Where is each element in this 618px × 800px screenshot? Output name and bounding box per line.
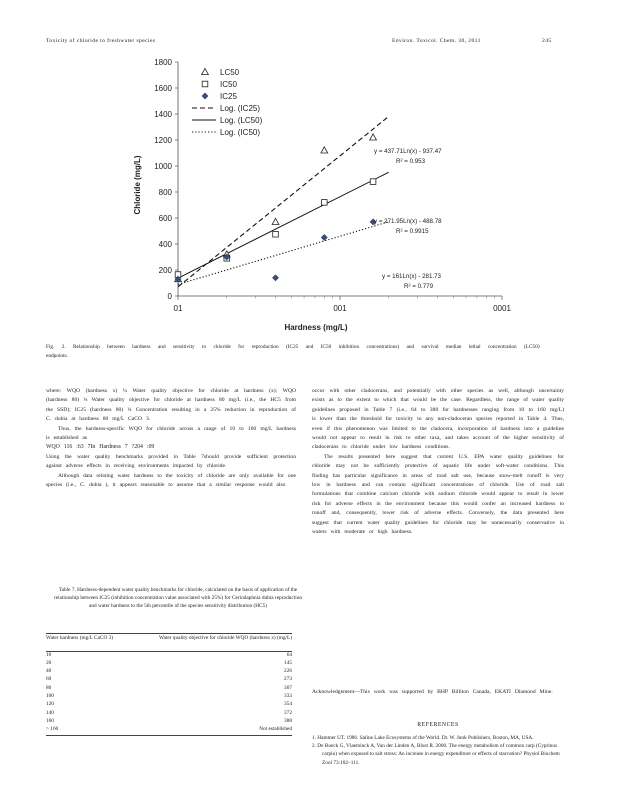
trend-r-squared: R² = 0.953 [396, 158, 426, 165]
y-tick-label: 0 [167, 292, 172, 301]
table-row [46, 685, 292, 693]
paragraph: The results presented here suggest that current U.S. EPA water quality guidelines for chloride may not be sufficiently protective of aquatic life under soft-water conditions. This finding has particular significance in areas of road salt use, because snow-melt runoff is very low in hardness and can contain significant concentrations of chloride. Use of road salt formulations that combine calcium chloride with sodium chloride would appear to result in lower risk for adverse effects in the environment because this would confer an increased hardness to runoff and, consequently, lower risk of adverse effects. Conversely, the data presented here suggest that current water quality guidelines for chloride may be unnecessarily conservative in waters with moderate or high hardness. [312, 453, 564, 536]
hardness-cell: 80 [46, 684, 52, 691]
table-row [46, 693, 292, 701]
ic50-point [322, 200, 328, 206]
trend-r-squared: R² = 0.779 [404, 283, 434, 290]
wqo-cell: 372 [284, 709, 292, 716]
legend-label: IC25 [220, 92, 237, 101]
x-axis-label: Hardness (mg/L) [284, 323, 348, 332]
legend-label: Log. (IC25) [220, 104, 261, 113]
table-row [46, 718, 292, 726]
lc50-point [272, 218, 279, 224]
paragraph: occur with other cladocerans, and potentially with other species as well, although uncertainty exists as to the extent to which that would be the case. Regardless, the range of water quality guidelines proposed in Table 7 (i.e., 64 to 388 for hardnesses ranging from 10 to 160 mg/L) is lower than the threshold for toxicity to any non-cladoceran species reported in Table 4. Thus, even if this phenomenon was limited to the cladocera, incorporation of hardness into a guideline would not appear to result in risk to other taxa, and takes account of the higher sensitivity of cladocerans to chloride under low hardness conditions. [312, 388, 564, 451]
trend-equation: y = 161Ln(x) - 281.73 [382, 273, 441, 280]
y-axis-ticks [154, 58, 178, 301]
left-column [46, 387, 296, 490]
table-row [46, 710, 292, 718]
running-header-journal: Environ. Toxicol. Chem. 30, 2011 [392, 38, 481, 44]
ic50-point [370, 179, 376, 185]
x-tick-label: 01 [173, 304, 183, 313]
paragraph: Using the water quality benchmarks provided in Table 7should provide sufficient protection against adverse effects in receiving environments impacted by chloride. [46, 453, 296, 470]
legend-label: LC50 [220, 68, 240, 77]
wqo-cell: 273 [284, 676, 292, 683]
y-tick-label: 1400 [154, 110, 172, 119]
ic25-point [272, 275, 278, 281]
references-list [312, 734, 564, 767]
legend-marker [202, 93, 208, 99]
hardness-cell: 160 [46, 717, 54, 724]
legend-label: Log. (LC50) [220, 116, 263, 125]
x-axis-ticks [174, 296, 512, 313]
table-caption: Table 7. Hardness-dependent water quality benchmarks for chloride, calculated on the basis of application of the relationship between IC25 (inhibition concentration value associated with 25%) for Ceriodaphnia dubia reproduction and water hardness to the 5th percentile of the species sensitivity distribution (HC5) [54, 587, 302, 610]
y-tick-label: 200 [158, 266, 172, 275]
ic50-point [273, 231, 279, 237]
ic25-point [321, 234, 327, 240]
table-row [46, 701, 292, 709]
wqo-cell: 226 [284, 668, 292, 675]
hardness-chloride-chart [0, 50, 618, 340]
paragraph: Thus, the hardness-specific WQO for chloride across a range of 10 to 160 mg/L hardness is established as [46, 425, 296, 442]
hardness-cell: 60 [46, 676, 52, 683]
table-header-hardness: Water hardness (mg/L CaCO 3) [46, 634, 136, 643]
running-header-title: Toxicity of chloride to freshwater species [46, 38, 156, 44]
legend-label: Log. (IC50) [220, 128, 261, 137]
table-row [46, 676, 292, 684]
table-row [46, 660, 292, 668]
y-tick-label: 1600 [154, 84, 172, 93]
y-tick-label: 1000 [154, 162, 172, 171]
legend-marker [202, 81, 208, 87]
x-tick-label: 001 [333, 304, 347, 313]
definitions-paragraph: where: WQO (hardness x) ¼ Water quality objective for chloride at hardness (x); WQO (hardness 80) ¼ Water quality objective for chloride at hardness 80 mg/L (i.e., the HC5 from the SSD); IC25 (hardness 80) ¼ Concentration resulting in a 25% reduction in reproduction of C. dubia at hardness 80 mg/L CaCO 3. [46, 388, 296, 423]
legend-marker [202, 68, 209, 74]
wqo-cell: 388 [284, 717, 292, 724]
hardness-cell: 120 [46, 701, 54, 708]
trend-equations [374, 148, 442, 290]
data-points [175, 134, 377, 282]
y-axis-label: Chloride (mg/L) [133, 155, 142, 215]
wqo-cell: 64 [286, 651, 292, 658]
wqo-cell: 145 [284, 659, 292, 666]
reference-item: 2. De Boeck G, Vlaeminck A, Van der Linden A, Blust R. 2000. The energy metabolism of common carp (Cyprinus carpio) when exposed to salt stress: An increase in energy expenditure or effects of starvation? Physiol Biochem Zool 73:102–111. [312, 743, 560, 766]
hardness-cell: > 160 [46, 726, 136, 735]
paragraph: Although data relating water hardness to the toxicity of chloride are only available for one species (i.e., C. dubia ), it appears reasonable to assume that a similar response would also [46, 472, 296, 489]
acknowledgement: Acknowledgement—This work was supported by BHP Billiton Canada, EKATI Diamond Mine. [312, 689, 553, 695]
x-tick-label: 0001 [493, 304, 511, 313]
table-row [46, 726, 292, 735]
trendline-dashed [178, 116, 389, 286]
y-tick-label: 600 [158, 214, 172, 223]
figure-caption: Fig. 2. Relationship between hardness and sensitivity to chloride for reproduction (IC25 and IC50 inhibition concentrations) and survival median lethal concentration (LC50) endpoints. [46, 344, 540, 359]
chart-legend [192, 68, 263, 137]
hardness-cell: 40 [46, 668, 52, 675]
table-row [46, 651, 292, 660]
trend-equation: y = 271.95Ln(x) - 488.78 [374, 218, 442, 225]
page-number: 245 [542, 38, 552, 44]
hardness-cell: 10 [46, 651, 52, 658]
benchmark-table [46, 633, 292, 736]
lc50-point [321, 147, 328, 153]
hardness-cell: 140 [46, 709, 54, 716]
legend-label: IC50 [220, 80, 237, 89]
wqo-cell: 354 [284, 701, 292, 708]
wqo-cell: Not established [136, 726, 292, 735]
trendlines [178, 116, 389, 286]
references-heading: REFERENCES [417, 722, 459, 728]
y-tick-label: 800 [158, 188, 172, 197]
trend-equation: y = 437.71Ln(x) - 937.47 [374, 148, 442, 155]
lc50-point [370, 134, 377, 140]
right-column [312, 387, 564, 538]
trend-r-squared: R² = 0.9915 [396, 228, 429, 235]
table-row [46, 668, 292, 676]
wqo-cell: 307 [284, 684, 292, 691]
hardness-cell: 20 [46, 659, 52, 666]
wqo-equation: WQO 116 :63 7In Hardness 7 ?204 :09 [46, 444, 155, 451]
reference-item: 1. Hammer UT. 1986. Saline Lake Ecosystems of the World. Dr. W. Junk Publishers, Boston, MA, USA. [312, 735, 534, 741]
wqo-cell: 333 [284, 693, 292, 700]
hardness-cell: 100 [46, 693, 54, 700]
y-tick-label: 1800 [154, 58, 172, 67]
table-header-wqo: Water quality objective for chloride WQO (hardness x) (mg/L) [136, 634, 292, 643]
y-tick-label: 400 [158, 240, 172, 249]
trendline-dotted [178, 222, 389, 285]
trendline-solid [178, 172, 389, 278]
y-tick-label: 1200 [154, 136, 172, 145]
